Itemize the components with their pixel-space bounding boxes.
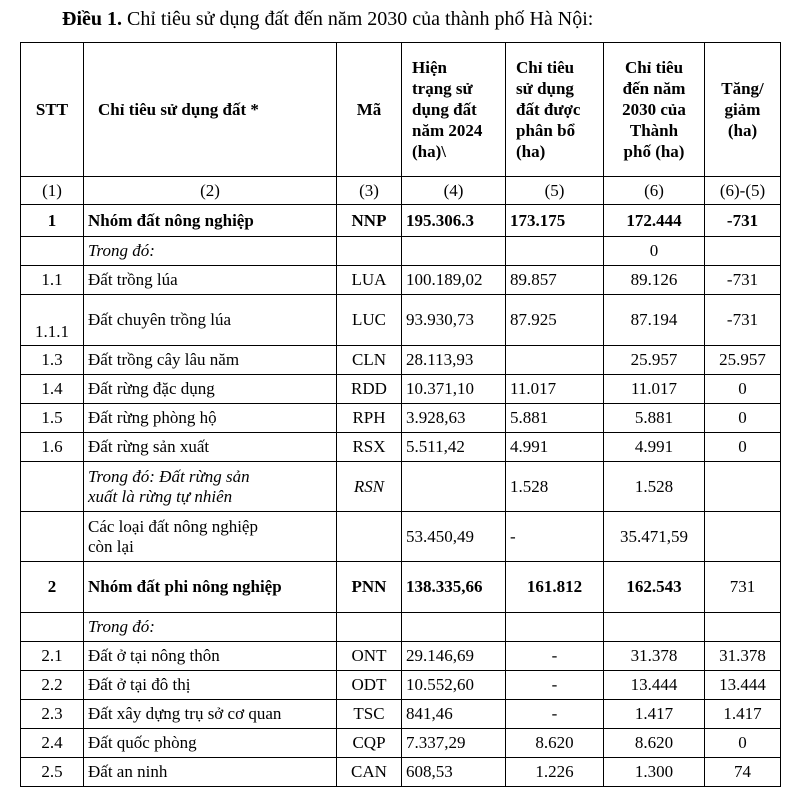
col-number: (5) <box>506 177 604 205</box>
table-row: 2.5 Đất an ninh CAN 608,53 1.226 1.300 74 <box>21 758 781 787</box>
article-title: Chỉ tiêu sử dụng đất đến năm 2030 của thành phố Hà Nội: <box>122 8 594 30</box>
table-row: 1.3 Đất trồng cây lâu năm CLN 28.113,93 25.957 25.957 <box>21 346 781 375</box>
table-row: 1.4 Đất rừng đặc dụng RDD 10.371,10 11.017 11.017 0 <box>21 375 781 404</box>
table-row: 1.1.1 Đất chuyên trồng lúa LUC 93.930,73 87.925 87.194 -731 <box>21 295 781 346</box>
table-row: 1.5 Đất rừng phòng hộ RPH 3.928,63 5.881 5.881 0 <box>21 404 781 433</box>
col-number: (1) <box>21 177 84 205</box>
table-row: 2 Nhóm đất phi nông nghiệp PNN 138.335,66 161.812 162.543 731 <box>21 562 781 613</box>
article-label: Điều 1. <box>62 8 122 30</box>
header-row <box>21 43 781 177</box>
land-use-table <box>20 42 781 787</box>
table-row: 2.2 Đất ở tại đô thị ODT 10.552,60 - 13.444 13.444 <box>21 671 781 700</box>
header-stt: STT <box>21 43 84 177</box>
header-change: Tăng/ giảm (ha) <box>705 43 781 177</box>
col-number: (3) <box>337 177 402 205</box>
table-row: Trong đó: <box>21 613 781 642</box>
header-allocated: Chỉ tiêu sử dụng đất được phân bổ (ha) <box>506 43 604 177</box>
col-number: (4) <box>402 177 506 205</box>
table-row: Các loại đất nông nghiệp còn lại 53.450,49 - 35.471,59 <box>21 512 781 562</box>
article-heading <box>62 8 593 31</box>
table-row: Trong đó: Đất rừng sản xuất là rừng tự nhiên RSN 1.528 1.528 <box>21 462 781 512</box>
table-row: 1.1 Đất trồng lúa LUA 100.189,02 89.857 89.126 -731 <box>21 266 781 295</box>
table-row: 2.1 Đất ở tại nông thôn ONT 29.146,69 - 31.378 31.378 <box>21 642 781 671</box>
table-row: 2.4 Đất quốc phòng CQP 7.337,29 8.620 8.620 0 <box>21 729 781 758</box>
table-row: Trong đó: 0 <box>21 237 781 266</box>
col-number: (6)-(5) <box>705 177 781 205</box>
table-row: 1.6 Đất rừng sản xuất RSX 5.511,42 4.991 4.991 0 <box>21 433 781 462</box>
header-target-2030: Chỉ tiêu đến năm 2030 của Thành phố (ha) <box>604 43 705 177</box>
column-number-row <box>21 177 781 205</box>
table-row: 1 Nhóm đất nông nghiệp NNP 195.306.3 173.175 172.444 -731 <box>21 205 781 237</box>
header-current-2024: Hiện trạng sử dụng đất năm 2024 (ha)\ <box>402 43 506 177</box>
col-number: (6) <box>604 177 705 205</box>
col-number: (2) <box>84 177 337 205</box>
header-code: Mã <box>337 43 402 177</box>
table-row: 2.3 Đất xây dựng trụ sở cơ quan TSC 841,46 - 1.417 1.417 <box>21 700 781 729</box>
header-name: Chỉ tiêu sử dụng đất * <box>84 43 337 177</box>
